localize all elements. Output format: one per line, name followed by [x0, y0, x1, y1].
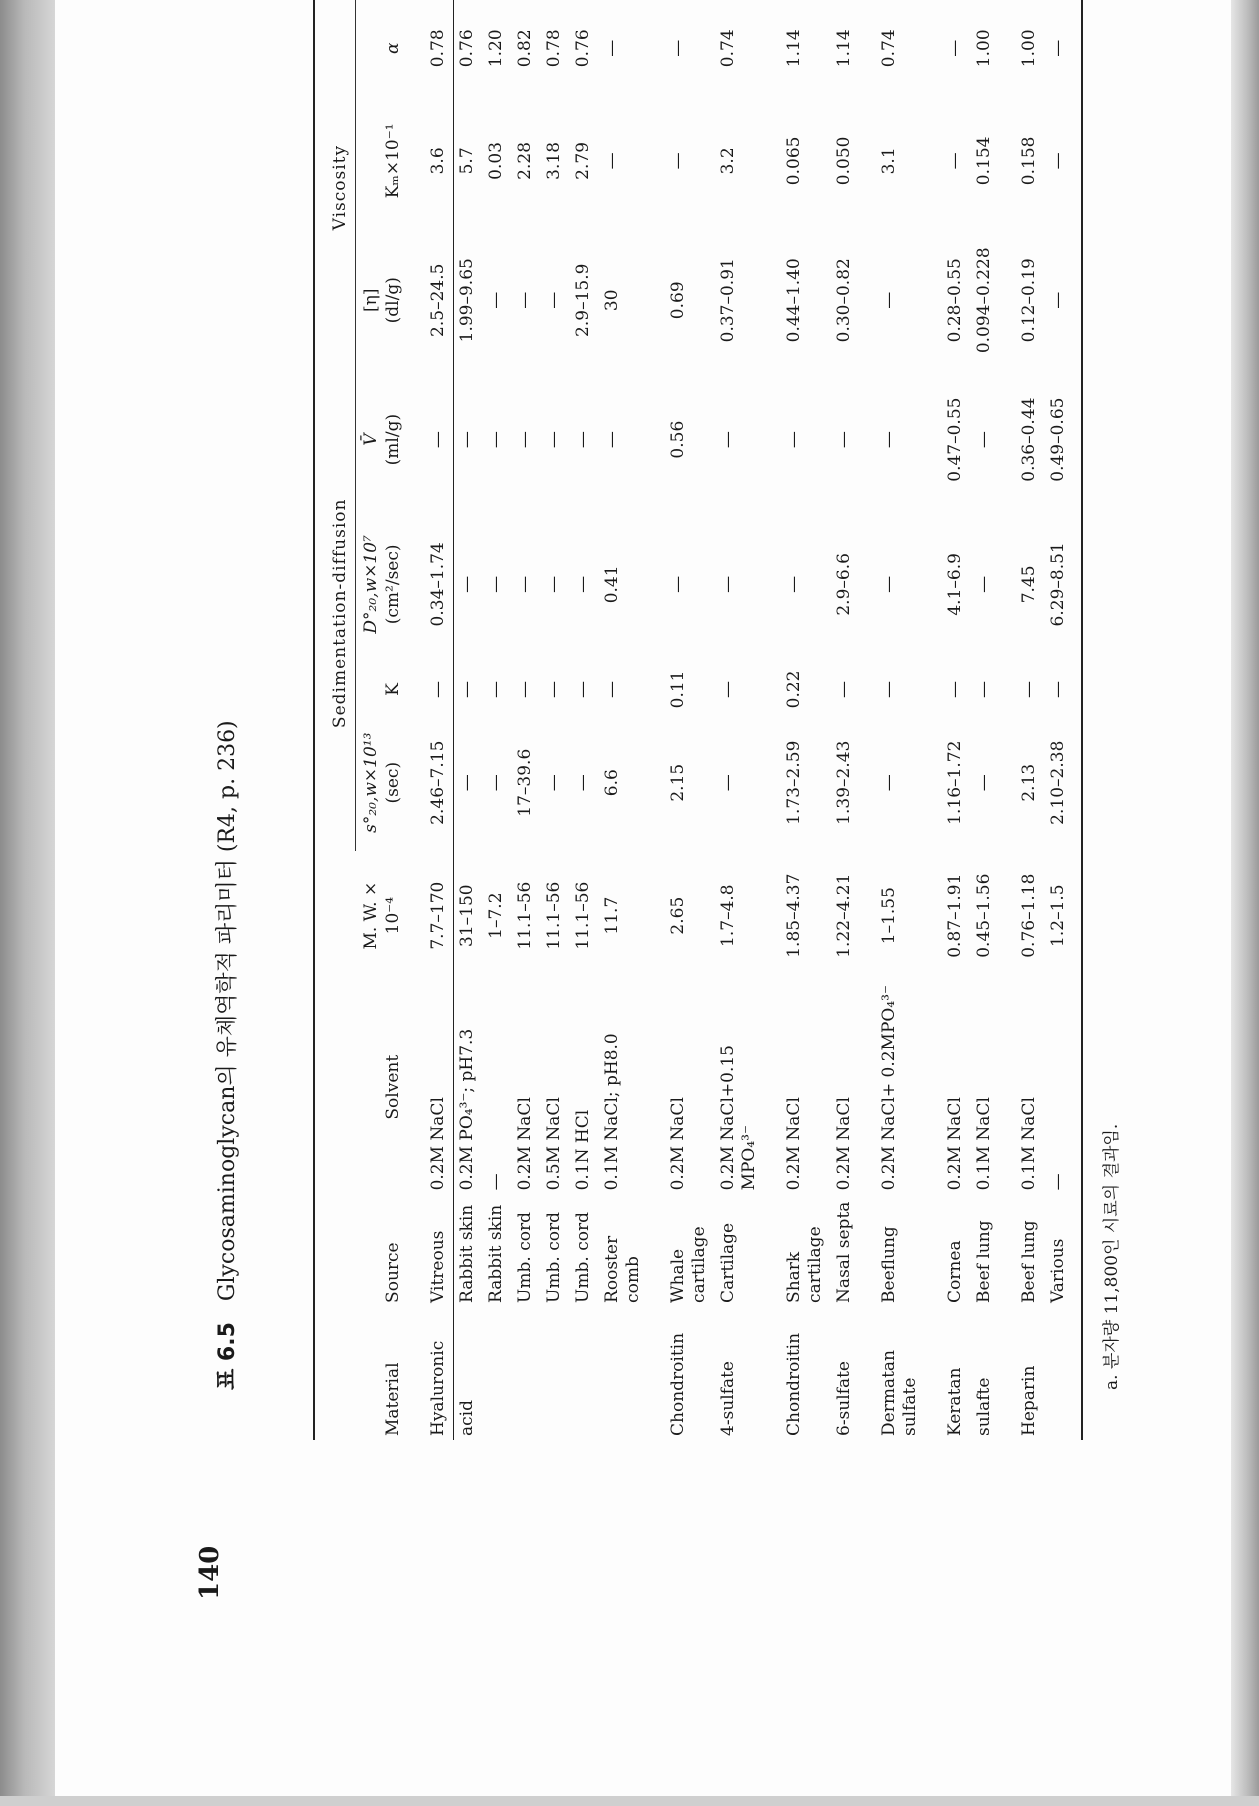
- cell-s: 17–39.6: [515, 748, 535, 817]
- cell-d: —: [457, 575, 477, 593]
- cell-eta: —: [544, 291, 564, 309]
- cell-mw: 11.1–56: [573, 881, 593, 950]
- cell-source: Umb. cord: [515, 1212, 535, 1303]
- sedimentation-diffusion-header: Sedimentation-diffusion: [325, 375, 356, 851]
- cell-source: Beeflung: [879, 1226, 899, 1303]
- cell-k: 0.22: [784, 670, 804, 709]
- cell-km: 2.28: [515, 141, 535, 180]
- header-eta-line1: [η]: [361, 288, 381, 312]
- cell-material: [482, 1321, 511, 1440]
- cell-solvent: 0.2M NaCl: [668, 1097, 688, 1191]
- header-km: Kₘ×10⁻¹: [383, 123, 403, 199]
- cell-d: —: [718, 575, 738, 593]
- cell-solvent: 0.2M NaCl: [428, 1097, 448, 1191]
- page-number: 140: [195, 1545, 225, 1600]
- cell-source: Rooster comb: [602, 1235, 643, 1303]
- cell-v: —: [428, 431, 448, 449]
- cell-k: —: [974, 680, 994, 698]
- cell-km: 3.2: [718, 147, 738, 175]
- cell-k: —: [486, 680, 506, 698]
- cell-v: —: [457, 431, 477, 449]
- cell-d: —: [544, 575, 564, 593]
- cell-alpha: 1.20: [486, 29, 506, 68]
- cell-solvent: 0.1N HCl: [573, 1109, 593, 1191]
- table-row: [1015, 0, 1044, 1440]
- group-header-row: [325, 0, 356, 1440]
- table-row: [598, 0, 648, 1440]
- table-caption: [210, 720, 241, 1390]
- cell-d: —: [515, 575, 535, 593]
- cell-v: 0.36–0.44: [1019, 397, 1039, 482]
- cell-solvent: 0.2M PO₄³⁻; pH7.3: [457, 1028, 477, 1191]
- cell-mw: 1–7.2: [486, 892, 506, 939]
- cell-alpha: 0.78: [428, 29, 448, 68]
- cell-eta: 2.9–15.9: [573, 263, 593, 337]
- cell-alpha: 1.14: [784, 29, 804, 68]
- cell-d: 0.34–1.74: [428, 542, 448, 627]
- header-d: [356, 504, 409, 665]
- cell-source: Shark cartilage: [784, 1226, 825, 1303]
- cell-solvent: 0.1M NaCl; pH8.0: [602, 1033, 622, 1191]
- page-edge-bottom: [0, 1796, 1259, 1806]
- cell-alpha: —: [945, 39, 965, 57]
- cell-km: 0.050: [834, 136, 854, 186]
- cell-alpha: 0.78: [544, 29, 564, 68]
- cell-k: —: [457, 680, 477, 698]
- cell-s: 2.13: [1019, 763, 1039, 802]
- cell-alpha: 0.76: [457, 29, 477, 68]
- cell-km: —: [1048, 152, 1068, 170]
- cell-solvent: 0.2M NaCl: [945, 1097, 965, 1191]
- page-edge-left: [0, 0, 55, 1806]
- cell-eta: —: [515, 291, 535, 309]
- cell-v: —: [544, 431, 564, 449]
- cell-solvent: 0.2M NaCl: [515, 1097, 535, 1191]
- cell-km: 0.03: [486, 141, 506, 180]
- cell-alpha: —: [602, 39, 622, 57]
- table-bottom-rule: [1081, 0, 1083, 1440]
- cell-s: 1.39–2.43: [834, 740, 854, 825]
- cell-mw: 1.85–4.37: [784, 873, 804, 958]
- cell-mw: 1.7–4.8: [718, 884, 738, 947]
- table-row: [511, 0, 540, 1440]
- cell-material: [540, 1321, 569, 1440]
- cell-source: Beef lung: [974, 1220, 994, 1303]
- cell-eta: 0.37–0.91: [718, 258, 738, 343]
- cell-alpha: 0.74: [718, 29, 738, 68]
- cell-source: Cornea: [945, 1240, 965, 1303]
- cell-d: —: [668, 575, 688, 593]
- cell-k: —: [544, 680, 564, 698]
- cell-eta: 0.69: [668, 281, 688, 320]
- cell-material: [1044, 1321, 1073, 1440]
- cell-source: Beef lung: [1019, 1220, 1039, 1303]
- cell-alpha: 0.76: [573, 29, 593, 68]
- cell-d: —: [879, 575, 899, 593]
- header-source: Source: [383, 1242, 403, 1303]
- cell-mw: 1.2–1.5: [1048, 884, 1068, 947]
- cell-km: 2.79: [573, 141, 593, 180]
- header-d-line2: (cm²/sec): [383, 544, 403, 625]
- cell-k: 0.11: [668, 670, 688, 709]
- table-top-rule: [313, 0, 315, 1440]
- cell-km: 0.154: [974, 136, 994, 186]
- table-row: [780, 0, 830, 1440]
- cell-eta: —: [486, 291, 506, 309]
- cell-k: —: [834, 680, 854, 698]
- cell-mw: 1.22–4.21: [834, 873, 854, 958]
- cell-s: —: [457, 774, 477, 792]
- cell-k: —: [1019, 680, 1039, 698]
- cell-alpha: 0.82: [515, 29, 535, 68]
- cell-k: —: [573, 680, 593, 698]
- cell-s: 2.46–7.15: [428, 740, 448, 825]
- table-row: [540, 0, 569, 1440]
- cell-v: 0.56: [668, 420, 688, 459]
- cell-k: —: [428, 680, 448, 698]
- header-mw-line2: 10⁻⁴: [382, 896, 403, 935]
- cell-solvent: —: [1048, 1173, 1068, 1191]
- table-row: [1044, 0, 1073, 1440]
- glycosaminoglycan-table: [325, 0, 1073, 1440]
- cell-s: —: [486, 774, 506, 792]
- cell-v: —: [974, 431, 994, 449]
- cell-s: 1.16–1.72: [945, 740, 965, 825]
- header-v-line1: V̄: [361, 433, 381, 446]
- cell-km: 5.7: [457, 147, 477, 175]
- cell-km: —: [602, 152, 622, 170]
- cell-solvent: 0.2M NaCl: [834, 1097, 854, 1191]
- cell-d: —: [573, 575, 593, 593]
- cell-mw: 0.87–1.91: [945, 873, 965, 958]
- table-title: Glycosaminoglycan의 유체역학적 파리미터 (R4, p. 236): [215, 720, 240, 1302]
- table-body: [424, 0, 1073, 1440]
- cell-v: 0.49–0.65: [1048, 397, 1068, 482]
- header-k: K: [383, 683, 403, 696]
- cell-d: 7.45: [1019, 565, 1039, 604]
- cell-s: —: [544, 774, 564, 792]
- table-row: [482, 0, 511, 1440]
- header-eta: [356, 225, 409, 375]
- cell-mw: 2.65: [668, 896, 688, 935]
- cell-solvent: 0.5M NaCl: [544, 1097, 564, 1191]
- cell-mw: 0.76–1.18: [1019, 873, 1039, 958]
- cell-source: Vitreous: [428, 1230, 448, 1303]
- cell-eta: 30: [602, 289, 622, 312]
- cell-alpha: —: [1048, 39, 1068, 57]
- footnote: a. 분자량 11,800인 시료의 결과임.: [1102, 1123, 1122, 1390]
- cell-v: —: [573, 431, 593, 449]
- cell-v: —: [834, 431, 854, 449]
- cell-source: Rabbit skin: [457, 1204, 477, 1303]
- cell-eta: —: [1048, 291, 1068, 309]
- table-row: [875, 0, 925, 1440]
- cell-source: Rabbit skin: [486, 1204, 506, 1303]
- cell-v: —: [515, 431, 535, 449]
- cell-material: 6-sulfate: [834, 1361, 854, 1436]
- cell-v: —: [718, 431, 738, 449]
- cell-material: Hyaluronic: [428, 1340, 448, 1436]
- cell-km: —: [945, 152, 965, 170]
- cell-source: Cartilage: [718, 1222, 738, 1303]
- table-label: 표 6.5: [215, 1322, 240, 1390]
- cell-s: 6.6: [602, 769, 622, 797]
- table-row: [830, 0, 859, 1440]
- cell-mw: 0.45–1.56: [974, 873, 994, 958]
- cell-s: —: [974, 774, 994, 792]
- cell-km: 0.065: [784, 136, 804, 186]
- cell-alpha: 1.00: [974, 29, 994, 68]
- cell-s: —: [879, 774, 899, 792]
- cell-v: 0.47–0.55: [945, 397, 965, 482]
- cell-v: —: [602, 431, 622, 449]
- cell-eta: 0.094–0.228: [974, 247, 994, 354]
- cell-d: —: [974, 575, 994, 593]
- cell-eta: 2.5–24.5: [428, 263, 448, 337]
- cell-material: Chondroitin: [668, 1332, 688, 1436]
- header-s-line1: s°₂₀,w×10¹³: [361, 732, 381, 833]
- cell-s: —: [718, 774, 738, 792]
- cell-eta: 0.30–0.82: [834, 258, 854, 343]
- cell-source: Nasal septa: [834, 1201, 854, 1303]
- header-mw-line1: M. W. ×: [360, 881, 381, 950]
- cell-material: 4-sulfate: [718, 1361, 738, 1436]
- cell-source: Whale cartilage: [668, 1226, 709, 1303]
- cell-eta: 1.99–9.65: [457, 258, 477, 343]
- cell-v: —: [879, 431, 899, 449]
- cell-s: —: [573, 774, 593, 792]
- cell-s: 1.73–2.59: [784, 740, 804, 825]
- header-s: [356, 714, 409, 851]
- cell-source: Various: [1048, 1238, 1068, 1303]
- header-v-line2: (ml/g): [383, 413, 403, 466]
- cell-alpha: 1.14: [834, 29, 854, 68]
- cell-d: 0.41: [602, 565, 622, 604]
- cell-v: —: [486, 431, 506, 449]
- table-row: [714, 0, 764, 1440]
- header-material: Material: [383, 1362, 403, 1436]
- cell-s: 2.15: [668, 763, 688, 802]
- rotated-page-content: [195, 0, 1235, 1600]
- cell-material: Dermatan sulfate: [879, 1350, 920, 1436]
- header-mw: [356, 851, 409, 980]
- table-row: [453, 0, 482, 1440]
- cell-d: 4.1–6.9: [945, 553, 965, 616]
- table-row: [664, 0, 714, 1440]
- cell-solvent: 0.2M NaCl+ 0.2MPO₄³⁻: [879, 985, 899, 1191]
- cell-mw: 11.7: [602, 896, 622, 935]
- cell-material: [598, 1321, 648, 1440]
- viscosity-header: Viscosity: [325, 0, 356, 375]
- cell-eta: 0.28–0.55: [945, 258, 965, 343]
- cell-alpha: 0.74: [879, 29, 899, 68]
- table-row: [970, 0, 999, 1440]
- cell-v: —: [784, 431, 804, 449]
- cell-material: [569, 1321, 598, 1440]
- cell-mw: 1–1.55: [879, 887, 899, 945]
- cell-eta: —: [879, 291, 899, 309]
- cell-k: —: [718, 680, 738, 698]
- cell-km: 0.158: [1019, 136, 1039, 186]
- cell-solvent: 0.2M NaCl: [784, 1097, 804, 1191]
- cell-source: Umb. cord: [544, 1212, 564, 1303]
- cell-material: Heparin: [1019, 1365, 1039, 1436]
- header-solvent: Solvent: [383, 1054, 403, 1120]
- cell-mw: 7.7–170: [428, 881, 448, 950]
- cell-solvent: 0.2M NaCl+0.15 MPO₄³⁻: [718, 1045, 759, 1191]
- header-d-line1: D°₂₀,w×10⁷: [361, 535, 381, 634]
- cell-km: 3.6: [428, 147, 448, 175]
- column-header-row: [356, 0, 409, 1440]
- cell-mw: 11.1–56: [544, 881, 564, 950]
- cell-km: 3.1: [879, 147, 899, 175]
- cell-s: 2.10–2.38: [1048, 740, 1068, 825]
- cell-source: Umb. cord: [573, 1212, 593, 1303]
- cell-alpha: —: [668, 39, 688, 57]
- cell-material: Chondroitin: [784, 1332, 804, 1436]
- cell-k: —: [879, 680, 899, 698]
- header-v: [356, 375, 409, 504]
- cell-material: Keratan: [945, 1367, 965, 1436]
- table-row: [569, 0, 598, 1440]
- cell-d: —: [486, 575, 506, 593]
- cell-d: 2.9–6.6: [834, 553, 854, 616]
- cell-eta: 0.12–0.19: [1019, 258, 1039, 343]
- cell-d: —: [784, 575, 804, 593]
- cell-solvent: 0.1M NaCl: [1019, 1097, 1039, 1191]
- header-eta-line2: (dl/g): [383, 277, 403, 324]
- cell-mw: 31–150: [457, 884, 477, 947]
- table-row: [941, 0, 970, 1440]
- cell-material: acid: [457, 1400, 477, 1436]
- cell-k: —: [1048, 680, 1068, 698]
- cell-k: —: [515, 680, 535, 698]
- cell-material: [511, 1321, 540, 1440]
- page-edge-right: [1231, 0, 1259, 1806]
- cell-km: —: [668, 152, 688, 170]
- header-s-line2: (sec): [383, 761, 403, 804]
- cell-solvent: 0.1M NaCl: [974, 1097, 994, 1191]
- cell-k: —: [945, 680, 965, 698]
- cell-alpha: 1.00: [1019, 29, 1039, 68]
- cell-d: 6.29–8.51: [1048, 542, 1068, 627]
- header-alpha: α: [383, 42, 403, 55]
- cell-mw: 11.1–56: [515, 881, 535, 950]
- table-row: [424, 0, 453, 1440]
- cell-material: sulafte: [974, 1377, 994, 1436]
- cell-k: —: [602, 680, 622, 698]
- cell-km: 3.18: [544, 141, 564, 180]
- cell-eta: 0.44–1.40: [784, 258, 804, 343]
- cell-solvent: —: [486, 1173, 506, 1191]
